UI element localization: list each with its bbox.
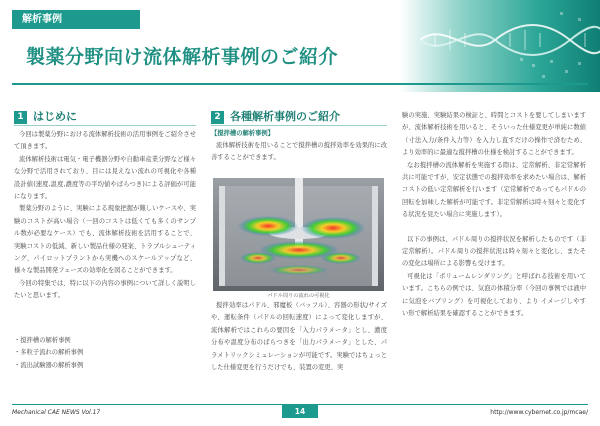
section1-body	[14, 129, 196, 303]
website-url[interactable]: http://www.cybernet.co.jp/mcae/	[490, 409, 588, 416]
list-item: ・多粒子流れの解析事例	[14, 349, 84, 357]
paragraph: 撹拌効率はパドル、邪魔板（バッフル）、容器の形状/サイズや、運転条件（パドルの回転速度）によって変化しますが、流体解析ではこれらの要因を「入力パラメータ」とし、濃度分布や温度分布のばらつきを「出力パラメータ」とした、パラメトリックシミュレーションが可能です。実験ではちょっとした仕様変更を行うだけでも、装置の変更、実	[211, 302, 387, 372]
paragraph: 験の実施、実験結果の検証と、時間とコストを要してしまいますが、流体解析技術を用いると、そういった仕様変更が単純に数値（寸法入力/条件入力等）を入力し直すだけの操作で済むため、より効率的に最適な撹拌槽の仕様を検討することができます。	[402, 112, 586, 157]
page-number: 14	[282, 405, 318, 418]
section-heading-intro	[14, 108, 196, 126]
section-heading-cases	[211, 108, 387, 126]
list-item: ・撹拌槽の解析事例	[14, 337, 71, 344]
category-tag: 解析事例	[12, 10, 140, 29]
paragraph: 流体解析技術を用いることで撹拌槽の撹拌効率を効果的に改善することができます。	[211, 142, 387, 162]
paragraph: なお撹拌槽の流体解析を実施する際は、定常解析、非定常解析共に可能ですが、安定状態での撹拌効率を求めたい場合は、解析コストの低い定常解析を行います（定常解析であってもパドルの回転を加味した解析が可能です。非定常解析は時々刻々と変化する状況を見たい場合に実施します）。	[402, 161, 586, 219]
paragraph: 今回は製薬分野における流体解析技術の活用事例をご紹介させて頂きます。	[14, 131, 196, 151]
publication-name: Mechanical CAE NEWS Vol.17	[12, 409, 101, 416]
paragraph: 可視化は「ボリュームレンダリング」と呼ばれる技術を用いています。こちらの例では、気泡の体積分率（今回の事例では液中に気泡をバブリング）を可視化しており、より イメージしやすい形で解析結果を確認することができます。	[402, 272, 586, 318]
section-title: はじめに	[33, 110, 77, 123]
paragraph: 以下の事例は、パドル周りの撹拌状況を解析したものです（非定常解析）。パドル周りの撹拌状況は時々刻々と変化し、またその変化は場所による影響も受けます。	[402, 235, 586, 268]
flow-visualization-image	[213, 178, 384, 291]
section-number: 2	[211, 111, 224, 124]
section-number: 1	[14, 111, 27, 124]
paragraph: 流体解析技術は電気・電子機器分野や自動車産業分野など様々な分野で活用されており、目には見えない流れの可視化や各種設計値(速度,温度,濃度等の平均値やばらつき)による評価が可能になります。	[14, 155, 196, 201]
header-divider	[12, 83, 588, 85]
list-item: ・流出試験器の解析事例	[14, 361, 84, 369]
paragraph: 今回の特集では、特に以下の内容の事例について詳しく説明したいと思います。	[14, 279, 196, 300]
subsection-heading: 【撹拌槽の解析事例】	[211, 130, 274, 137]
section3-body	[402, 110, 586, 321]
page-title: 製薬分野向け流体解析事例のご紹介	[26, 46, 339, 68]
figure-caption: パドル周りの流れの可視化	[267, 293, 330, 299]
case-list	[14, 335, 196, 372]
section-title: 各種解析事例のご紹介	[230, 110, 340, 123]
paddle-flow-figure	[213, 178, 384, 291]
page-header	[0, 0, 600, 92]
section2-intro	[211, 140, 387, 165]
paragraph: 製薬分野のように、実験による現象把握が難しいケースや、実験のコストが高い場合（一回のコストは低くても多くのサンプル数が必要なケース）でも、流体解析技術を活用することで、実験コストの低減、新しい製品仕様の発案、トラブルシューティング、パイロットプラントから実機へのスケールアップなど、様々な製品開発フェーズの効率化を図ることができます。	[14, 205, 196, 275]
dna-helix-graphic	[400, 0, 600, 92]
section2-body	[211, 300, 387, 374]
